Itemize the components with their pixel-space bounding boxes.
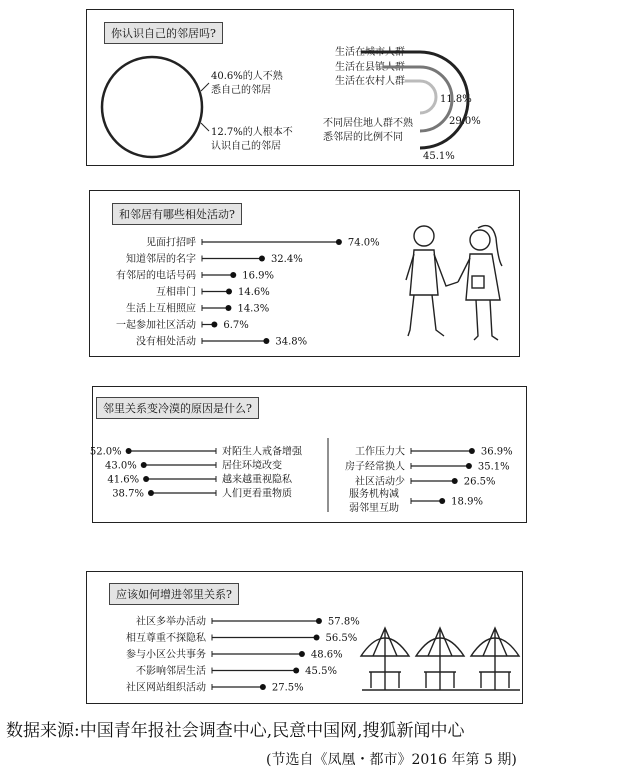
reason-left-point-2 xyxy=(143,476,149,482)
activity-value-5: 6.7% xyxy=(223,320,249,331)
reason-right-label-1: 房子经常换人 xyxy=(345,461,405,473)
activity-point-1 xyxy=(259,256,265,262)
reason-right-label-0: 工作压力大 xyxy=(355,446,405,458)
activity-label-4: 生活上互相照应 xyxy=(126,303,196,315)
umbrella-tables-illustration xyxy=(361,628,520,690)
activity-label-6: 没有相处活动 xyxy=(136,336,196,348)
improve-point-0 xyxy=(316,618,322,624)
improve-value-2: 48.6% xyxy=(310,649,343,661)
reason-right-value-2: 26.5% xyxy=(463,476,496,488)
improve-point-2 xyxy=(299,651,305,657)
reason-right-point-3 xyxy=(439,498,445,504)
activity-label-1: 知道邻居的名字 xyxy=(126,254,196,265)
panel-3-title: 邻里关系变冷漠的原因是什么? xyxy=(96,397,259,419)
arc-category-rural: 生活在农村人群 xyxy=(335,76,405,87)
reason-left-value-2: 41.6% xyxy=(107,474,140,486)
arc-series-1 xyxy=(382,67,452,131)
series-note-a: 不同居住地人群不熟 xyxy=(323,118,413,129)
reason-right-value-1: 35.1% xyxy=(477,461,510,473)
activity-point-0 xyxy=(336,239,342,245)
improve-label-2: 参与小区公共事务 xyxy=(126,649,206,661)
improve-value-1: 56.5% xyxy=(325,633,358,644)
reason-right-label-2: 社区活动少 xyxy=(355,476,405,488)
ring-label-1b: 悉自己的邻居 xyxy=(211,85,271,96)
improve-label-0: 社区多举办活动 xyxy=(136,616,206,628)
reason-left-point-1 xyxy=(141,462,147,468)
activity-point-5 xyxy=(211,322,217,328)
improve-value-4: 27.5% xyxy=(271,682,304,694)
reason-right-label-3b: 弱邻里互助 xyxy=(349,503,399,514)
activity-label-5: 一起参加社区活动 xyxy=(116,320,196,331)
arc-value-urban: 45.1% xyxy=(423,151,455,162)
ring-label-1a: 40.6%的人不熟 xyxy=(211,71,283,82)
reason-left-label-1: 居住环境改变 xyxy=(222,460,282,472)
activity-value-3: 14.6% xyxy=(238,287,270,298)
arc-value-town: 29.0% xyxy=(449,116,481,127)
improve-point-3 xyxy=(293,668,299,674)
reason-left-value-0: 52.0% xyxy=(89,446,122,458)
panel-2-title: 和邻居有哪些相处活动? xyxy=(112,203,242,225)
activity-value-0: 74.0% xyxy=(347,237,380,249)
improve-label-4: 社区网站组织活动 xyxy=(126,682,206,694)
umbrella-table-1 xyxy=(416,628,464,690)
ring-label-2a: 12.7%的人根本不 xyxy=(211,127,293,138)
reason-right-point-1 xyxy=(466,463,472,469)
improve-label-1: 相互尊重不探隐私 xyxy=(126,633,206,644)
umbrella-table-2 xyxy=(471,628,519,690)
activity-point-3 xyxy=(226,289,232,295)
reason-left-point-0 xyxy=(126,448,132,454)
excerpt-credit: (节选自《凤凰・都市》2016 年第 5 期) xyxy=(266,752,517,768)
activity-value-1: 32.4% xyxy=(270,254,303,265)
reason-left-value-3: 38.7% xyxy=(112,488,144,500)
activity-point-2 xyxy=(230,272,236,278)
improve-value-3: 45.5% xyxy=(305,666,337,677)
reason-left-label-3: 人们更看重物质 xyxy=(222,488,292,500)
ring-leader-1 xyxy=(201,83,209,91)
arc-category-urban: 生活在城市人群 xyxy=(335,47,405,58)
reason-right-value-0: 36.9% xyxy=(480,446,513,458)
reason-left-point-3 xyxy=(148,490,154,496)
improve-value-0: 57.8% xyxy=(327,616,360,628)
activity-label-3: 互相串门 xyxy=(156,287,196,298)
activity-value-6: 34.8% xyxy=(275,336,308,348)
reason-left-label-2: 越来越重视隐私 xyxy=(222,474,292,486)
activity-point-6 xyxy=(263,338,269,344)
data-source: 数据来源:中国青年报社会调查中心,民意中国网,搜狐新闻中心 xyxy=(6,721,465,741)
activity-point-4 xyxy=(225,305,231,311)
reason-left-value-1: 43.0% xyxy=(104,460,137,472)
arc-value-rural: 11.8% xyxy=(440,94,472,105)
improve-label-3: 不影响邻居生活 xyxy=(136,666,206,677)
umbrella-table-0 xyxy=(361,628,409,690)
improve-point-4 xyxy=(260,684,266,690)
activity-value-4: 14.3% xyxy=(237,303,270,315)
panel-4-title: 应该如何增进邻里关系? xyxy=(109,583,239,605)
couple-illustration xyxy=(406,226,502,340)
panel-1-title: 你认识自己的邻居吗? xyxy=(104,22,223,44)
series-note-b: 悉邻居的比例不同 xyxy=(323,132,403,143)
improve-point-1 xyxy=(314,635,320,641)
reason-right-label-3a: 服务机构减 xyxy=(349,489,399,500)
ring-leader-2 xyxy=(201,123,209,131)
activity-label-2: 有邻居的电话号码 xyxy=(116,270,196,282)
arc-series-2 xyxy=(405,81,436,113)
arc-category-town: 生活在县镇人群 xyxy=(335,62,405,73)
reason-right-value-3: 18.9% xyxy=(451,496,483,508)
ring-label-2b: 认识自己的邻居 xyxy=(211,141,281,152)
activity-value-2: 16.9% xyxy=(242,270,275,282)
reason-right-point-0 xyxy=(469,448,475,454)
activity-label-0: 见面打招呼 xyxy=(146,237,196,249)
ring-chart xyxy=(102,57,202,157)
reason-left-label-0: 对陌生人戒备增强 xyxy=(222,446,302,458)
reason-right-point-2 xyxy=(452,478,458,484)
